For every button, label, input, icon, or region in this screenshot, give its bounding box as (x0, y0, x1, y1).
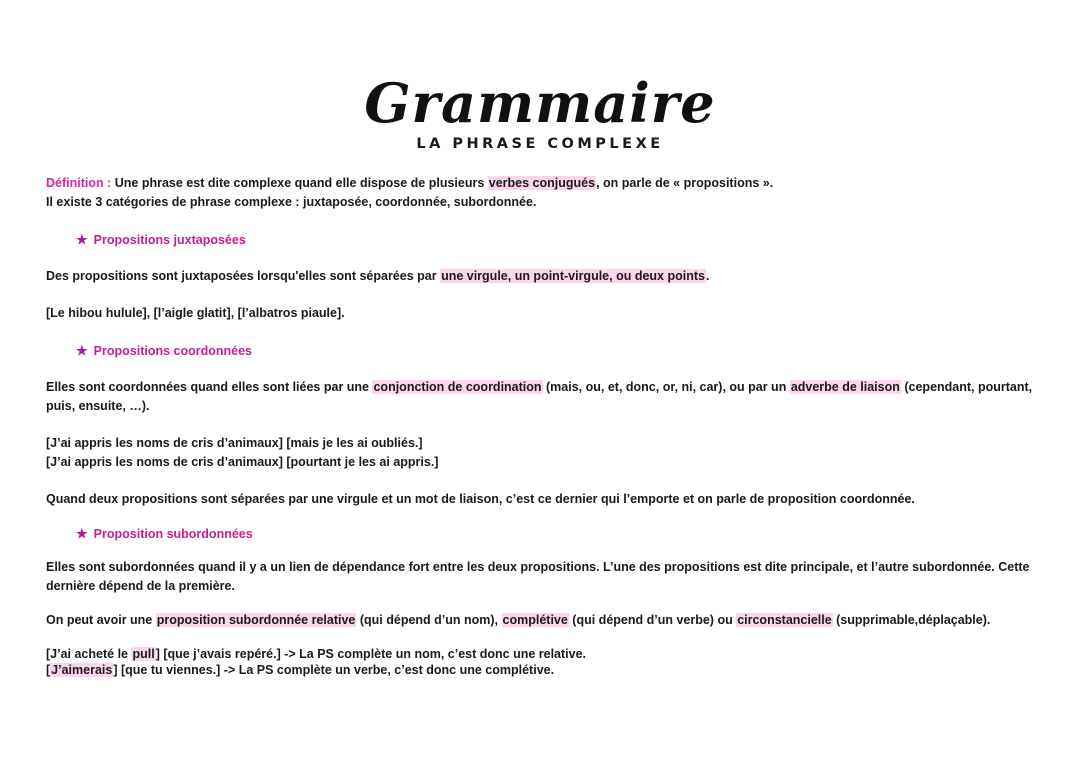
highlight-circonstancielle: circonstancielle (737, 613, 832, 627)
page-subtitle: LA PHRASE COMPLEXE (416, 136, 664, 152)
highlight-aimerais: J’aimerais (51, 663, 113, 677)
section-heading: Propositions juxtaposées (93, 233, 246, 247)
definition-line (46, 176, 773, 190)
section-heading: Propositions coordonnées (93, 344, 253, 358)
subordonnees-types-t3: (supprimable,déplaçable). (832, 613, 991, 627)
star-icon: ★ (76, 526, 88, 541)
subordonnees-example-2 (46, 663, 554, 677)
example-1-start: [J’ai acheté le (46, 647, 132, 661)
coordonnees-highlight-adverbe: adverbe de liaison (790, 380, 900, 394)
subordonnees-types-start: On peut avoir une (46, 613, 156, 627)
subordonnees-types (46, 613, 990, 627)
example-1-end: ] [que j’avais repéré.] -> La PS complète un nom, c’est donc une relative. (155, 647, 587, 661)
coordonnees-note: Quand deux propositions sont séparées par une virgule et un mot de liaison, c’est ce dernier qui l’emporte et on parle de proposition coordonnée. (46, 492, 915, 506)
juxtaposees-example: [Le hibou hulule], [l’aigle glatit], [l’albatros piaule]. (46, 306, 345, 320)
section-coordonnees (76, 343, 252, 359)
highlight-completive: complétive (502, 613, 568, 627)
example-2-end: ] [que tu viennes.] -> La PS complète un verbe, c’est donc une complétive. (113, 663, 555, 677)
juxtaposees-text-start: Des propositions sont juxtaposées lorsqu'elles sont séparées par (46, 269, 441, 283)
subordonnees-text-line1: Elles sont subordonnées quand il y a un lien de dépendance fort entre les deux propositions. L’une des propositions est dite principale, et l’autre subordonnée. Cette (46, 560, 1030, 574)
definition-categories: Il existe 3 catégories de phrase complexe : juxtaposée, coordonnée, subordonnée. (46, 195, 537, 209)
coordonnees-text-line2: puis, ensuite, …). (46, 399, 150, 413)
subordonnees-text-line2: dernière dépend de la première. (46, 579, 235, 593)
section-juxtaposees (76, 232, 246, 248)
definition-text-end: , on parle de « propositions ». (596, 176, 774, 190)
highlight-relative: proposition subordonnée relative (156, 613, 356, 627)
example-2-start: [ (46, 663, 51, 677)
definition-text: Une phrase est dite complexe quand elle dispose de plusieurs (111, 176, 488, 190)
definition-label: Définition : (46, 176, 112, 190)
star-icon: ★ (76, 232, 88, 247)
definition-highlight: verbes conjugués (488, 176, 596, 190)
star-icon: ★ (76, 343, 88, 358)
coordonnees-example-1: [J’ai appris les noms de cris d’animaux] [mais je les ai oubliés.] (46, 436, 423, 450)
juxtaposees-text (46, 269, 709, 283)
coordonnees-text-start: Elles sont coordonnées quand elles sont liées par une (46, 380, 373, 394)
coordonnees-text-end: (cependant, pourtant, (900, 380, 1033, 394)
subordonnees-types-t1: (qui dépend d’un nom), (356, 613, 502, 627)
coordonnees-highlight-conjonction: conjonction de coordination (373, 380, 542, 394)
subordonnees-types-t2: (qui dépend d’un verbe) ou (568, 613, 737, 627)
subordonnees-example-1 (46, 647, 586, 661)
section-heading: Proposition subordonnées (93, 527, 253, 541)
juxtaposees-highlight: une virgule, un point-virgule, ou deux points (441, 269, 705, 283)
coordonnees-text (46, 380, 1032, 394)
coordonnees-text-mid: (mais, ou, et, donc, or, ni, car), ou par un (542, 380, 790, 394)
section-subordonnees (76, 526, 253, 542)
page-title: Grammaire (364, 71, 716, 135)
coordonnees-example-2: [J’ai appris les noms de cris d’animaux] [pourtant je les ai appris.] (46, 455, 439, 469)
highlight-pull: pull (132, 647, 155, 661)
juxtaposees-text-end: . (705, 269, 710, 283)
